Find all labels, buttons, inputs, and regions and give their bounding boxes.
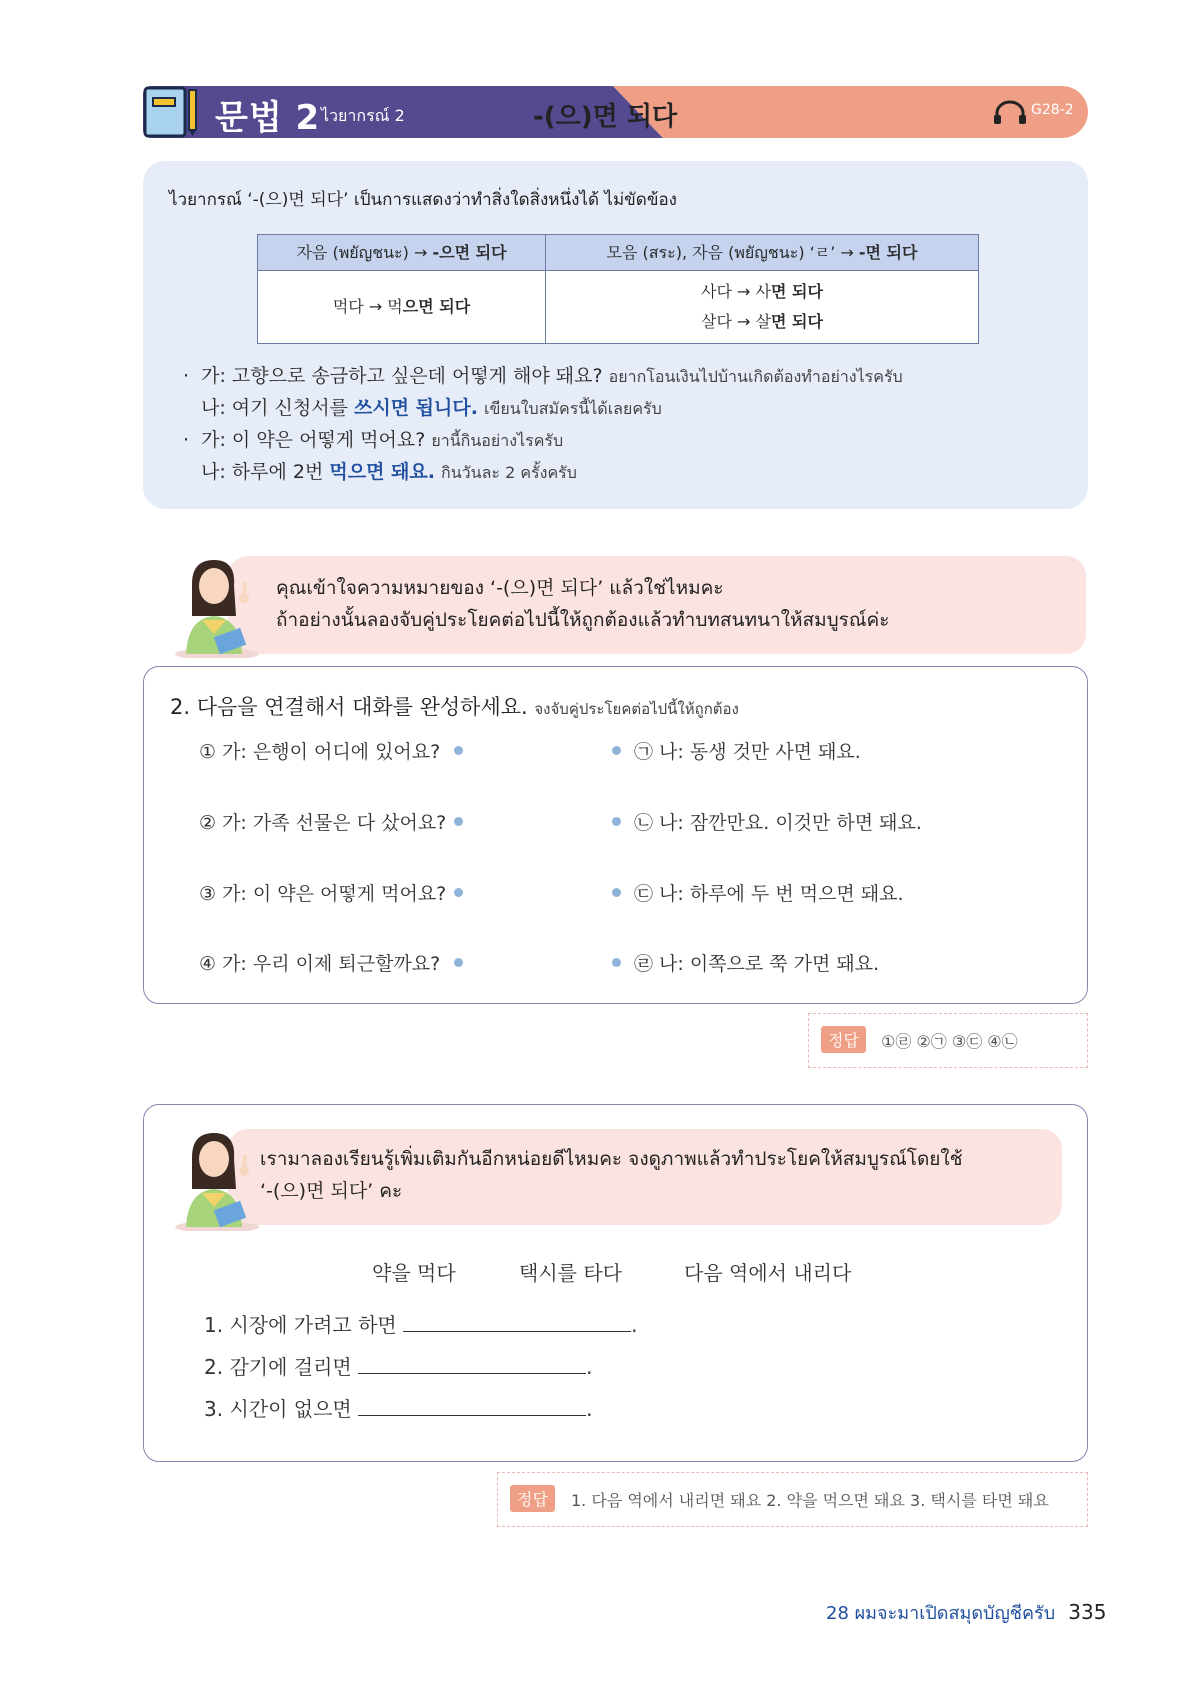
teacher-illustration xyxy=(172,1127,262,1231)
practice-item: 1. 시장에 가려고 하면 . xyxy=(204,1313,638,1337)
table-cell-consonant-example: 먹다 → 먹으면 되다 xyxy=(258,271,546,344)
teacher-speech-bubble xyxy=(228,556,1086,654)
example-line: · 가: 이 약은 어떻게 먹어요? ยานี้กินอย่างไรครับ xyxy=(183,429,564,451)
answer-blank[interactable] xyxy=(358,1353,586,1374)
practice-item: 2. 감기에 걸리면 . xyxy=(204,1355,593,1379)
word-choice: 다음 역에서 내리다 xyxy=(684,1261,852,1285)
table-header-consonant: 자음 (พยัญชนะ) → -으면 되다 xyxy=(258,235,546,271)
page-number: 335 xyxy=(1068,1600,1107,1624)
match-dot-right[interactable] xyxy=(612,888,621,897)
lesson-title: 28 ผมจะมาเปิดสมุดบัญชีครับ xyxy=(826,1603,1056,1624)
match-dot-left[interactable] xyxy=(454,958,463,967)
match-dot-right[interactable] xyxy=(612,817,621,826)
teacher-illustration xyxy=(172,554,262,658)
answer-key-box xyxy=(808,1013,1088,1068)
answer-item: ㉢ 나: 하루에 두 번 먹으면 돼요. xyxy=(634,883,904,905)
table-cell-vowel-examples: 사다 → 사면 되다 살다 → 살면 되다 xyxy=(546,271,979,344)
answer-text: 1. 다음 역에서 내리면 돼요 2. 약을 먹으면 돼요 3. 택시를 타면 돼요 xyxy=(571,1491,1049,1510)
match-dot-right[interactable] xyxy=(612,958,621,967)
word-choice: 약을 먹다 xyxy=(372,1261,456,1285)
bubble-text: คุณเข้าใจความหมายของ ‘-(으)면 되다’ แล้วใช่ไหมคะ ถ้าอย่างนั้นลองจับคู่ประโยคต่อไปนี้ให้ถูกต้องแล้วทำบทสนทนาให้สมบูรณ์ค่ะ xyxy=(276,577,890,631)
conjugation-table xyxy=(257,234,979,344)
practice-item: 3. 시간이 없으면 . xyxy=(204,1397,593,1421)
example-line: 나: 여기 신청서를 쓰시면 됩니다. เขียนใบสมัครนี้ได้เลยครับ xyxy=(201,397,662,419)
question-item: ① 가: 은행이 어디에 있어요? xyxy=(199,741,441,763)
teacher-speech-bubble xyxy=(228,1129,1062,1225)
answer-label: 정답 xyxy=(821,1026,866,1053)
grammar-pattern: -(으)면 되다 xyxy=(533,102,678,132)
answer-item: ㉠ 나: 동생 것만 사면 돼요. xyxy=(634,741,861,763)
explanation-text: ไวยากรณ์ ‘-(으)면 되다’ เป็นการแสดงว่าทำสิ่งใดสิ่งหนึ่งได้ ไม่ขัดข้อง xyxy=(169,190,677,210)
section-title: 문법 2 xyxy=(215,98,321,138)
answer-item: ㉡ 나: 잠깐만요. 이것만 하면 돼요. xyxy=(634,812,922,834)
answer-label: 정답 xyxy=(510,1485,555,1512)
grammar-explanation-box xyxy=(143,161,1088,509)
page-footer xyxy=(826,1598,1106,1627)
example-line: · 가: 고향으로 송금하고 싶은데 어떻게 해야 돼요? อยากโอนเงินไปบ้านเกิดต้องทำอย่างไรครับ xyxy=(183,365,903,387)
matching-exercise-box xyxy=(143,666,1088,1004)
answer-blank[interactable] xyxy=(358,1395,586,1416)
answer-text: ①㉣ ②㉠ ③㉢ ④㉡ xyxy=(881,1032,1018,1051)
audio-code: G28-2 xyxy=(1031,102,1074,118)
question-item: ④ 가: 우리 이제 퇴근할까요? xyxy=(199,953,441,975)
table-header-vowel: 모음 (สระ), 자음 (พยัญชนะ) ‘ㄹ’ → -면 되다 xyxy=(546,235,979,271)
match-dot-left[interactable] xyxy=(454,817,463,826)
headphones-icon xyxy=(993,100,1027,124)
section-header xyxy=(143,86,1088,138)
bubble-text: เรามาลองเรียนรู้เพิ่มเติมกันอีกหน่อยดีไหมคะ จงดูภาพแล้วทำประโยคให้สมบูรณ์โดยใช้ ‘-(으)면 되다’ คะ xyxy=(260,1148,963,1202)
answer-blank[interactable] xyxy=(403,1311,631,1332)
match-dot-right[interactable] xyxy=(612,746,621,755)
section-subtitle: ไวยากรณ์ 2 xyxy=(321,106,405,125)
practice-exercise-box xyxy=(143,1104,1088,1462)
book-pencil-icon xyxy=(143,86,199,138)
example-line: 나: 하루에 2번 먹으면 돼요. กินวันละ 2 ครั้งครับ xyxy=(201,461,577,483)
exercise-title: 2. 다음을 연결해서 대화를 완성하세요. จงจับคู่ประโยคต่อไปนี้ให้ถูกต้อง xyxy=(170,695,739,719)
word-choice: 택시를 타다 xyxy=(519,1261,622,1285)
audio-link[interactable] xyxy=(993,100,1083,124)
question-item: ③ 가: 이 약은 어떻게 먹어요? xyxy=(199,883,447,905)
match-dot-left[interactable] xyxy=(454,746,463,755)
question-item: ② 가: 가족 선물은 다 샀어요? xyxy=(199,812,447,834)
answer-key-box xyxy=(497,1472,1088,1527)
match-dot-left[interactable] xyxy=(454,888,463,897)
answer-item: ㉣ 나: 이쪽으로 쭉 가면 돼요. xyxy=(634,953,880,975)
